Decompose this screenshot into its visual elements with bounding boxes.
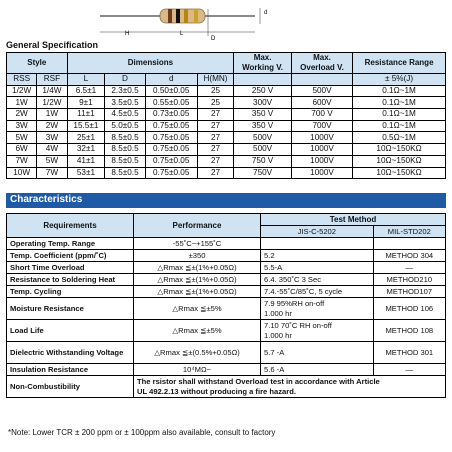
table-cell: 700 V bbox=[291, 109, 352, 121]
table-cell: 1W bbox=[37, 109, 67, 121]
char-cell-jis-line: 1.000 hr bbox=[264, 308, 292, 318]
characteristics-body bbox=[7, 238, 446, 376]
sub-rss: RSS bbox=[7, 74, 37, 86]
char-cell-jis: 7.4.-55˚C/85˚C, 5 cycle bbox=[261, 286, 374, 298]
sub-d: d bbox=[145, 74, 197, 86]
max-working-line-1: Max. bbox=[253, 53, 272, 62]
table-cell: 300V bbox=[234, 97, 292, 109]
char-cell-perf: △Rmax ≦±(1%+0.05Ω) bbox=[134, 274, 261, 286]
table-cell: 7W bbox=[37, 167, 67, 179]
diagram-label-D: D bbox=[211, 36, 216, 42]
table-row bbox=[7, 155, 446, 167]
char-row bbox=[7, 364, 446, 376]
table-cell: 27 bbox=[197, 144, 234, 156]
resistor-dimension-diagram bbox=[90, 4, 290, 42]
char-cell-jis: 5.6 -A bbox=[261, 364, 374, 376]
table-row bbox=[7, 132, 446, 144]
table-cell: 500V bbox=[234, 144, 292, 156]
table-cell: 6W bbox=[7, 144, 37, 156]
char-cell-mil: METHOD 301 bbox=[373, 342, 445, 364]
char-cell-mil: METHOD 106 bbox=[373, 298, 445, 320]
table-cell: 5W bbox=[37, 155, 67, 167]
char-cell-req: Operating Temp. Range bbox=[7, 238, 134, 250]
sub-working bbox=[234, 74, 292, 86]
col-max-overload bbox=[291, 53, 352, 74]
char-row bbox=[7, 250, 446, 262]
diagram-label-l: L bbox=[180, 31, 184, 37]
general-spec-table bbox=[6, 52, 446, 179]
table-cell: 5.0±0.5 bbox=[105, 120, 146, 132]
table-cell: 27 bbox=[197, 132, 234, 144]
char-row bbox=[7, 320, 446, 342]
char-cell-req: Insulation Resistance bbox=[7, 364, 134, 376]
col-test-method: Test Method bbox=[261, 214, 446, 226]
general-spec-title: General Specification bbox=[6, 40, 99, 50]
char-header-row bbox=[7, 214, 446, 226]
table-header-row bbox=[7, 53, 446, 74]
char-cell-perf: △Rmax ≦±(0.5%+0.05Ω) bbox=[134, 342, 261, 364]
diagram-label-d: d bbox=[264, 10, 268, 16]
table-row bbox=[7, 109, 446, 121]
table-cell: 1000V bbox=[291, 144, 352, 156]
char-cell-jis-line: 1.000 hr bbox=[264, 330, 292, 340]
table-cell: 1000V bbox=[291, 155, 352, 167]
col-mil: MIL-STD202 bbox=[373, 226, 445, 238]
char-cell-req: Load Life bbox=[7, 320, 134, 342]
col-performance: Performance bbox=[134, 214, 261, 238]
table-cell: 5W bbox=[7, 132, 37, 144]
table-cell: 25 bbox=[197, 85, 234, 97]
char-cell-req: Short Time Overload bbox=[7, 262, 134, 274]
col-requirements: Requirements bbox=[7, 214, 134, 238]
table-cell: 27 bbox=[197, 155, 234, 167]
char-cell-perf: △Rmax ≦±5% bbox=[134, 298, 261, 320]
table-cell: 750 V bbox=[234, 155, 292, 167]
table-cell: 700V bbox=[291, 120, 352, 132]
char-row bbox=[7, 286, 446, 298]
table-cell: 27 bbox=[197, 109, 234, 121]
characteristics-table bbox=[6, 213, 446, 398]
table-cell: 41±1 bbox=[67, 155, 105, 167]
table-cell: 27 bbox=[197, 167, 234, 179]
table-cell: 1/4W bbox=[37, 85, 67, 97]
table-cell: 3.5±0.5 bbox=[105, 97, 146, 109]
table-cell: 0.75±0.05 bbox=[145, 132, 197, 144]
non-combustibility-text bbox=[134, 376, 446, 398]
char-cell-req: Moisture Resistance bbox=[7, 298, 134, 320]
char-cell-jis: 5.5-A bbox=[261, 262, 374, 274]
char-cell-jis bbox=[261, 320, 374, 342]
max-overload-line-1: Max. bbox=[313, 53, 331, 62]
table-cell: 7W bbox=[7, 155, 37, 167]
table-cell: 500V bbox=[234, 132, 292, 144]
char-row bbox=[7, 298, 446, 320]
table-cell: 0.75±0.05 bbox=[145, 144, 197, 156]
table-cell: 2W bbox=[37, 120, 67, 132]
footnote: *Note: Lower TCR ± 200 ppm or ± 100ppm also available, consult to factory bbox=[8, 428, 276, 437]
char-cell-mil: METHOD107 bbox=[373, 286, 445, 298]
table-cell: 10Ω~150KΩ bbox=[353, 144, 446, 156]
table-cell: 8.5±0.5 bbox=[105, 155, 146, 167]
max-working-line-2: Working V. bbox=[242, 63, 284, 72]
table-cell: 0.1Ω~1M bbox=[353, 120, 446, 132]
table-cell: 11±1 bbox=[67, 109, 105, 121]
table-cell: 2.3±0.5 bbox=[105, 85, 146, 97]
char-row bbox=[7, 238, 446, 250]
table-cell: 350 V bbox=[234, 120, 292, 132]
char-cell-mil bbox=[373, 238, 445, 250]
table-cell: 25 bbox=[197, 97, 234, 109]
col-style: Style bbox=[7, 53, 68, 74]
table-cell: 0.1Ω~1M bbox=[353, 85, 446, 97]
col-resistance-range: Resistance Range bbox=[353, 53, 446, 74]
table-cell: 600V bbox=[291, 97, 352, 109]
table-cell: 10W bbox=[7, 167, 37, 179]
char-cell-perf: ±350 bbox=[134, 250, 261, 262]
char-cell-jis: 6.4. 350˚C 3 Sec bbox=[261, 274, 374, 286]
table-cell: 0.75±0.05 bbox=[145, 120, 197, 132]
char-cell-jis-line: 7.9 95%RH on-off bbox=[264, 298, 325, 308]
char-cell-perf: 10⁴MΩ~ bbox=[134, 364, 261, 376]
col-jis: JIS-C-5202 bbox=[261, 226, 374, 238]
char-row bbox=[7, 262, 446, 274]
char-cell-req: Temp. Coefficient (ppm/˚C) bbox=[7, 250, 134, 262]
table-cell: 8.5±0.5 bbox=[105, 167, 146, 179]
char-cell-mil: METHOD210 bbox=[373, 274, 445, 286]
table-cell: 0.1Ω~1M bbox=[353, 109, 446, 121]
sub-rsf: RSF bbox=[37, 74, 67, 86]
table-cell: 1000V bbox=[291, 167, 352, 179]
char-cell-req: Resistance to Soldering Heat bbox=[7, 274, 134, 286]
table-cell: 0.50±0.05 bbox=[145, 85, 197, 97]
sub-h: H(MN) bbox=[197, 74, 234, 86]
char-cell-jis: 5.2 bbox=[261, 250, 374, 262]
table-subheader-row bbox=[7, 74, 446, 86]
table-row bbox=[7, 144, 446, 156]
table-cell: 4.5±0.5 bbox=[105, 109, 146, 121]
col-dimensions: Dimensions bbox=[67, 53, 234, 74]
non-combustibility-row bbox=[7, 376, 446, 398]
table-cell: 15.5±1 bbox=[67, 120, 105, 132]
table-cell: 0.5Ω~1M bbox=[353, 132, 446, 144]
table-cell: 10Ω~150KΩ bbox=[353, 155, 446, 167]
table-row bbox=[7, 120, 446, 132]
non-combustibility-line-1: The rsistor shall withstand Overload test in accordance with Article bbox=[137, 376, 380, 386]
table-cell: 0.55±0.05 bbox=[145, 97, 197, 109]
table-cell: 0.1Ω~1M bbox=[353, 97, 446, 109]
max-overload-line-2: Overload V. bbox=[300, 63, 344, 72]
sub-overload bbox=[291, 74, 352, 86]
table-cell: 6.5±1 bbox=[67, 85, 105, 97]
char-row bbox=[7, 274, 446, 286]
char-cell-perf: △Rmax ≦±(1%+0.05Ω) bbox=[134, 262, 261, 274]
table-cell: 53±1 bbox=[67, 167, 105, 179]
diagram-label-h: H bbox=[125, 31, 130, 37]
char-cell-mil: — bbox=[373, 364, 445, 376]
char-cell-mil: METHOD 108 bbox=[373, 320, 445, 342]
table-cell: 2W bbox=[7, 109, 37, 121]
char-cell-req: Dielectric Withstanding Voltage bbox=[7, 342, 134, 364]
table-cell: 1000V bbox=[291, 132, 352, 144]
char-cell-perf: △Rmax ≦±5% bbox=[134, 320, 261, 342]
char-cell-jis: 5.7 -A bbox=[261, 342, 374, 364]
characteristics-title: Characteristics bbox=[10, 194, 83, 205]
table-cell: 8.5±0.5 bbox=[105, 144, 146, 156]
sub-l: L bbox=[67, 74, 105, 86]
char-cell-mil: METHOD 304 bbox=[373, 250, 445, 262]
table-cell: 4W bbox=[37, 144, 67, 156]
general-spec-body bbox=[7, 85, 446, 179]
col-max-working bbox=[234, 53, 292, 74]
char-cell-jis bbox=[261, 298, 374, 320]
table-cell: 250 V bbox=[234, 85, 292, 97]
char-cell-mil: — bbox=[373, 262, 445, 274]
sub-D: D bbox=[105, 74, 146, 86]
char-row bbox=[7, 342, 446, 364]
table-cell: 0.73±0.05 bbox=[145, 109, 197, 121]
table-cell: 1/2W bbox=[7, 85, 37, 97]
table-row bbox=[7, 167, 446, 179]
table-cell: 10Ω~150KΩ bbox=[353, 167, 446, 179]
char-cell-jis-line: 7.10 70˚C RH on-off bbox=[264, 320, 332, 330]
table-cell: 1W bbox=[7, 97, 37, 109]
table-row bbox=[7, 97, 446, 109]
table-cell: 3W bbox=[37, 132, 67, 144]
table-cell: 0.75±0.05 bbox=[145, 167, 197, 179]
char-cell-perf: -55˚C~+155˚C bbox=[134, 238, 261, 250]
table-cell: 750V bbox=[234, 167, 292, 179]
char-cell-jis bbox=[261, 238, 374, 250]
table-cell: 3W bbox=[7, 120, 37, 132]
table-row bbox=[7, 85, 446, 97]
char-cell-perf: △Rmax ≦±(1%+0.05Ω) bbox=[134, 286, 261, 298]
table-cell: 32±1 bbox=[67, 144, 105, 156]
table-cell: 27 bbox=[197, 120, 234, 132]
table-cell: 1/2W bbox=[37, 97, 67, 109]
sub-tolerance: ± 5%(J) bbox=[353, 74, 446, 86]
table-cell: 8.5±0.5 bbox=[105, 132, 146, 144]
table-cell: 25±1 bbox=[67, 132, 105, 144]
non-combustibility-label: Non-Combustibility bbox=[7, 376, 134, 398]
table-cell: 9±1 bbox=[67, 97, 105, 109]
non-combustibility-line-2: UL 492.2.13 without producing a fire hazard. bbox=[137, 386, 296, 396]
char-cell-req: Temp. Cycling bbox=[7, 286, 134, 298]
table-cell: 500V bbox=[291, 85, 352, 97]
table-cell: 350 V bbox=[234, 109, 292, 121]
table-cell: 0.75±0.05 bbox=[145, 155, 197, 167]
